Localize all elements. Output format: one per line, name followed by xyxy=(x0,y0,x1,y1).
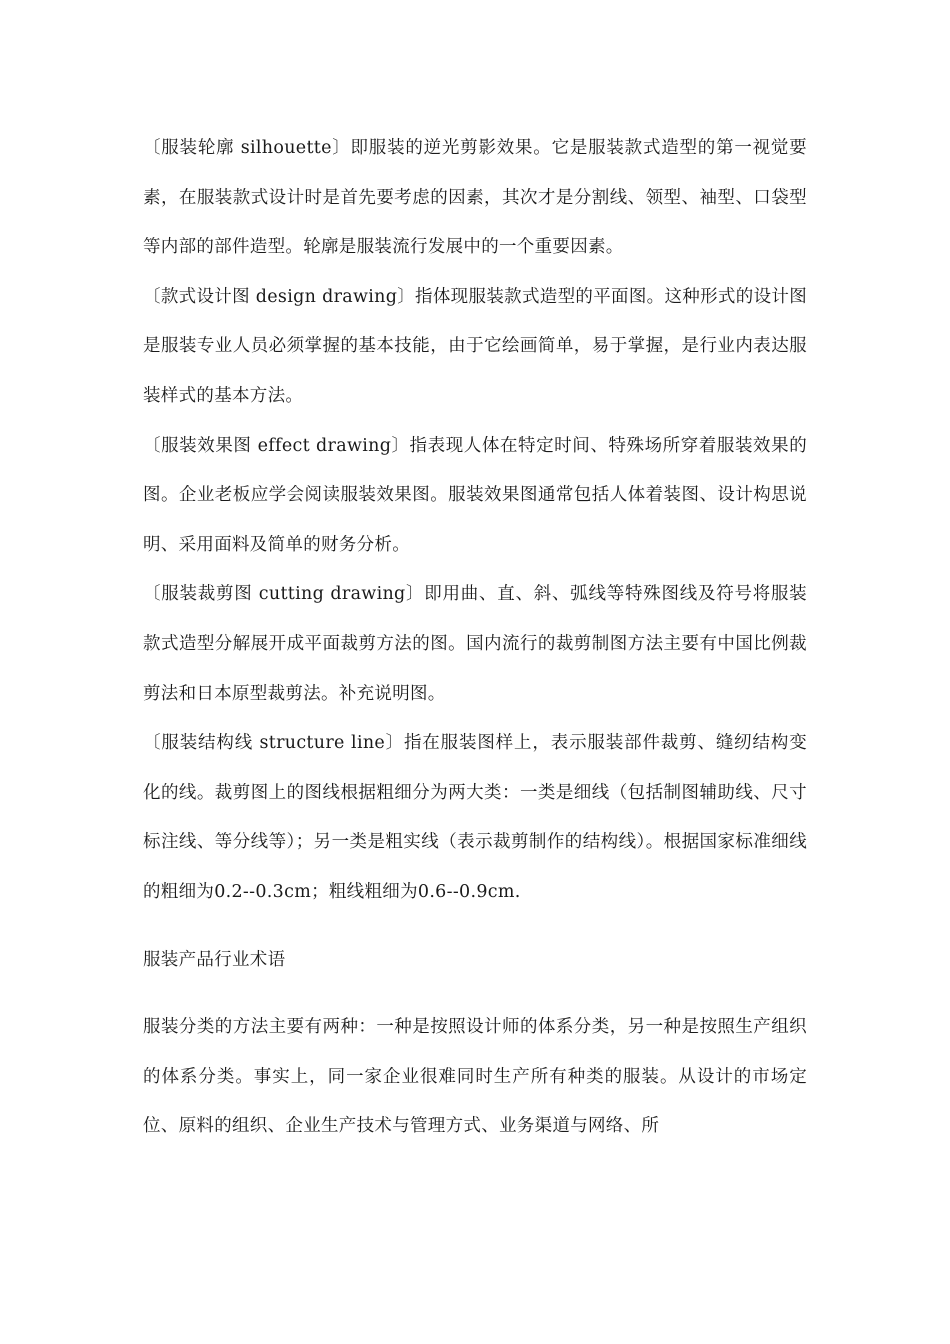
paragraph-silhouette: 〔服装轮廓 silhouette〕即服装的逆光剪影效果。它是服装款式造型的第一视觉要素，在服装款式设计时是首先要考虑的因素，其次才是分割线、领型、袖型、口袋型等内部的部件造型。轮廓是服装流行发展中的一个重要因素。 xyxy=(143,138,807,258)
document-body xyxy=(143,124,807,1152)
paragraph-design-drawing: 〔款式设计图 design drawing〕指体现服装款式造型的平面图。这种形式的设计图是服装专业人员必须掌握的基本技能，由于它绘画简单，易于掌握，是行业内表达服装样式的基本方法。 xyxy=(143,286,807,406)
paragraph-effect-drawing: 〔服装效果图 effect drawing〕指表现人体在特定时间、特殊场所穿着服装效果的图。企业老板应学会阅读服装效果图。服装效果图通常包括人体着装图、设计构思说明、采用面料及简单的财务分析。 xyxy=(143,435,807,555)
paragraph-cutting-drawing: 〔服装裁剪图 cutting drawing〕即用曲、直、斜、弧线等特殊图线及符号将服装款式造型分解展开成平面裁剪方法的图。国内流行的裁剪制图方法主要有中国比例裁剪法和日本原型裁剪法。补充说明图。 xyxy=(143,584,807,704)
section-heading: 服装产品行业术语 xyxy=(143,949,286,970)
paragraph-classification: 服装分类的方法主要有两种：一种是按照设计师的体系分类，另一种是按照生产组织的体系分类。事实上，同一家企业很难同时生产所有种类的服装。从设计的市场定位、原料的组织、企业生产技术与管理方式、业务渠道与网络、所 xyxy=(143,1017,807,1137)
paragraph-structure-line: 〔服装结构线 structure line〕指在服装图样上，表示服装部件裁剪、缝纫结构变化的线。裁剪图上的图线根据粗细分为两大类：一类是细线（包括制图辅助线、尺寸标注线、等分线等）；另一类是粗实线（表示裁剪制作的结构线）。根据国家标准细线的粗细为0.2--0.3cm；粗线粗细为0.6--0.9cm. xyxy=(143,733,807,902)
